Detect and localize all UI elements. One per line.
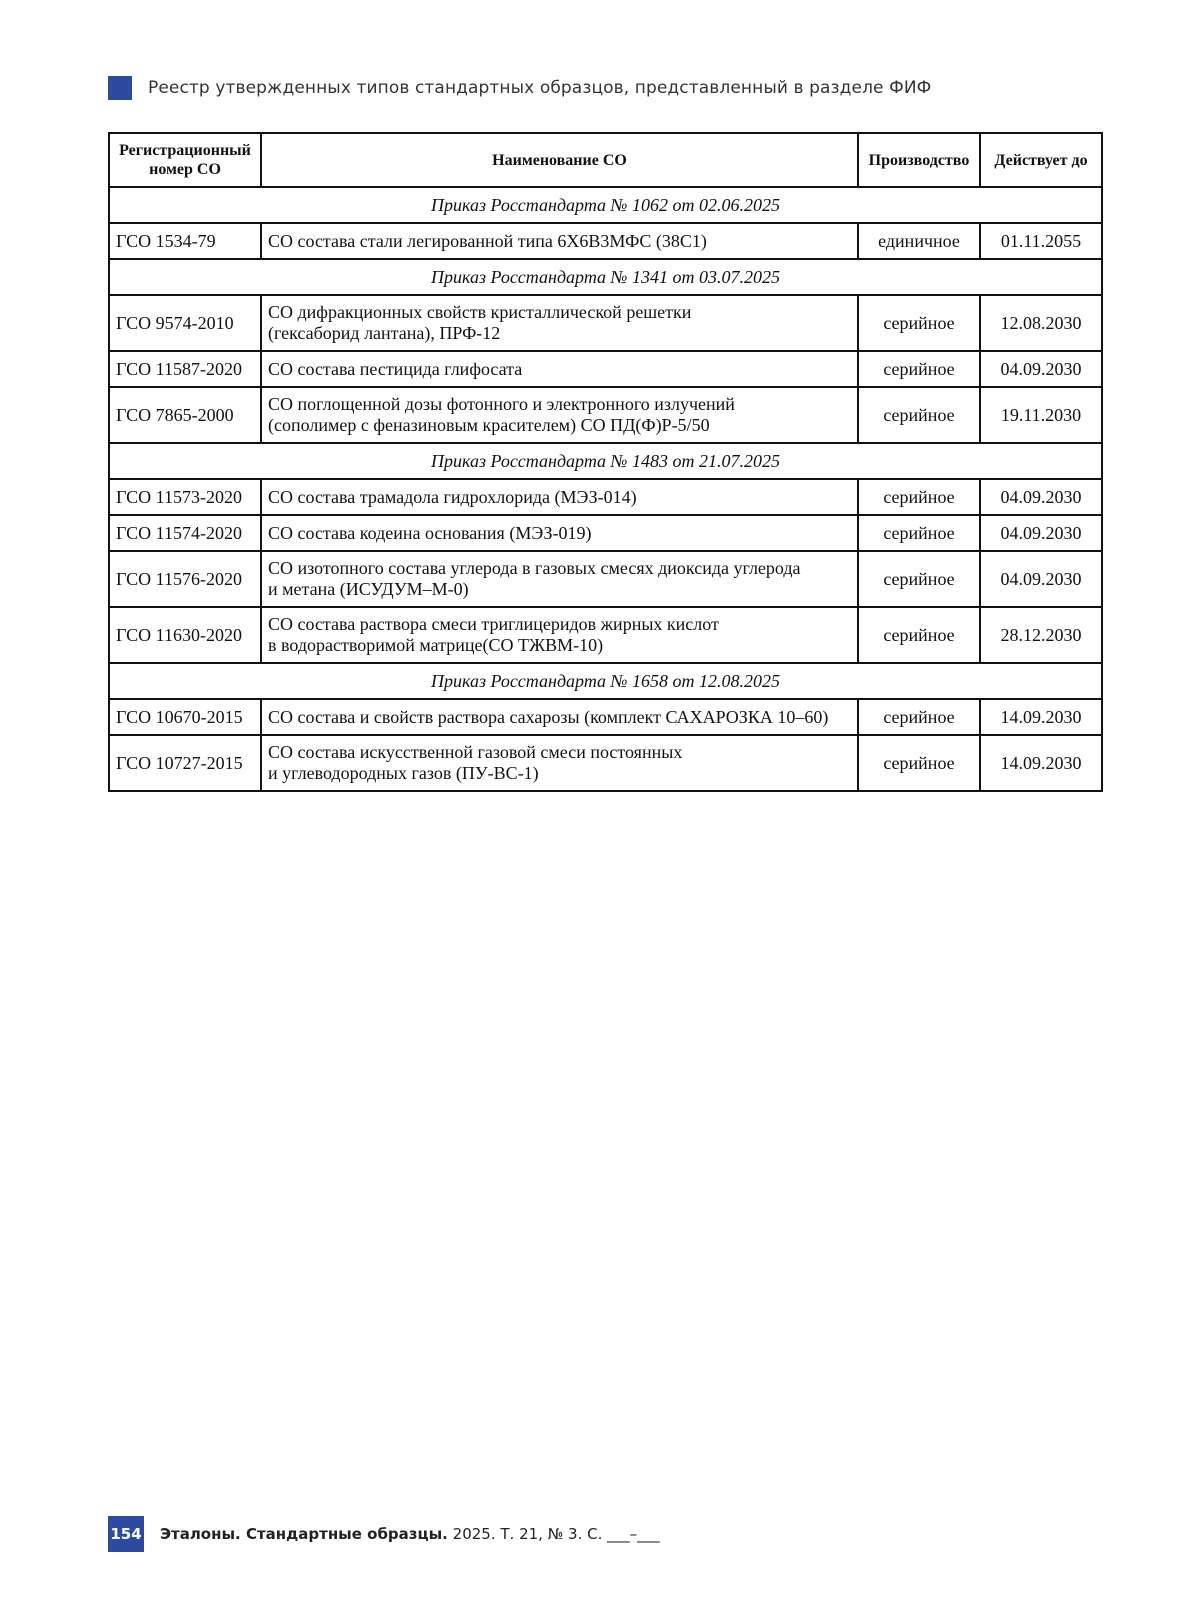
so-name: СО состава трамадола гидрохлорида (МЭЗ-014) (261, 479, 858, 515)
so-name: СО изотопного состава углерода в газовых смесях диоксида углерода и метана (ИСУДУМ–М-0) (261, 551, 858, 607)
production-type: серийное (858, 551, 980, 607)
registry-table (108, 132, 1103, 792)
so-name: СО состава кодеина основания (МЭЗ-019) (261, 515, 858, 551)
order-row (109, 663, 1102, 699)
valid-until-date: 04.09.2030 (980, 515, 1102, 551)
so-name: СО состава и свойств раствора сахарозы (комплект САХАРОЗКА 10–60) (261, 699, 858, 735)
so-name: СО состава искусственной газовой смеси постоянных и углеводородных газов (ПУ-ВС-1) (261, 735, 858, 791)
order-title: Приказ Росстандарта № 1341 от 03.07.2025 (109, 259, 1102, 295)
reg-number: ГСО 10727-2015 (109, 735, 261, 791)
production-type: серийное (858, 387, 980, 443)
page-header (108, 76, 931, 100)
valid-until-date: 14.09.2030 (980, 735, 1102, 791)
table-row (109, 223, 1102, 259)
table-row (109, 387, 1102, 443)
reg-number: ГСО 11630-2020 (109, 607, 261, 663)
table-row (109, 551, 1102, 607)
production-type: серийное (858, 607, 980, 663)
production-type: серийное (858, 295, 980, 351)
section-marker (108, 76, 132, 100)
so-name: СО состава раствора смеси триглицеридов жирных кислот в водорастворимой матрице(СО ТЖВМ-10) (261, 607, 858, 663)
journal-issue: 2025. Т. 21, № 3. С. ___–___ (447, 1525, 660, 1543)
reg-number: ГСО 10670-2015 (109, 699, 261, 735)
table-row (109, 699, 1102, 735)
table-row (109, 515, 1102, 551)
reg-number: ГСО 9574-2010 (109, 295, 261, 351)
so-name: СО дифракционных свойств кристаллической решетки (гексаборид лантана), ПРФ-12 (261, 295, 858, 351)
table-row (109, 735, 1102, 791)
column-header-valid-until: Действует до (980, 133, 1102, 187)
column-header-reg-number: Регистрационный номер СО (109, 133, 261, 187)
table-row (109, 479, 1102, 515)
production-type: единичное (858, 223, 980, 259)
column-header-production: Производство (858, 133, 980, 187)
production-type: серийное (858, 699, 980, 735)
reg-number: ГСО 11574-2020 (109, 515, 261, 551)
order-row (109, 443, 1102, 479)
reg-number: ГСО 7865-2000 (109, 387, 261, 443)
valid-until-date: 19.11.2030 (980, 387, 1102, 443)
order-title: Приказ Росстандарта № 1483 от 21.07.2025 (109, 443, 1102, 479)
column-header-name: Наименование СО (261, 133, 858, 187)
production-type: серийное (858, 735, 980, 791)
valid-until-date: 12.08.2030 (980, 295, 1102, 351)
reg-number: ГСО 11587-2020 (109, 351, 261, 387)
so-name: СО поглощенной дозы фотонного и электронного излучений (сополимер с феназиновым красителем) СО ПД(Ф)Р-5/50 (261, 387, 858, 443)
valid-until-date: 28.12.2030 (980, 607, 1102, 663)
table-row (109, 295, 1102, 351)
table-row (109, 351, 1102, 387)
order-title: Приказ Росстандарта № 1658 от 12.08.2025 (109, 663, 1102, 699)
journal-citation (160, 1525, 660, 1543)
production-type: серийное (858, 479, 980, 515)
reg-number: ГСО 1534-79 (109, 223, 261, 259)
table-row (109, 607, 1102, 663)
so-name: СО состава стали легированной типа 6Х6В3МФС (38С1) (261, 223, 858, 259)
production-type: серийное (858, 515, 980, 551)
valid-until-date: 01.11.2055 (980, 223, 1102, 259)
reg-number: ГСО 11573-2020 (109, 479, 261, 515)
valid-until-date: 04.09.2030 (980, 551, 1102, 607)
valid-until-date: 04.09.2030 (980, 479, 1102, 515)
journal-title: Эталоны. Стандартные образцы. (160, 1525, 448, 1543)
production-type: серийное (858, 351, 980, 387)
table-header-row (109, 133, 1102, 187)
so-name: СО состава пестицида глифосата (261, 351, 858, 387)
order-row (109, 187, 1102, 223)
valid-until-date: 04.09.2030 (980, 351, 1102, 387)
reg-number: ГСО 11576-2020 (109, 551, 261, 607)
valid-until-date: 14.09.2030 (980, 699, 1102, 735)
order-row (109, 259, 1102, 295)
order-title: Приказ Росстандарта № 1062 от 02.06.2025 (109, 187, 1102, 223)
page-footer (108, 1516, 660, 1552)
page-title: Реестр утвержденных типов стандартных образцов, представленный в разделе ФИФ (148, 78, 932, 98)
page-number: 154 (108, 1516, 144, 1552)
